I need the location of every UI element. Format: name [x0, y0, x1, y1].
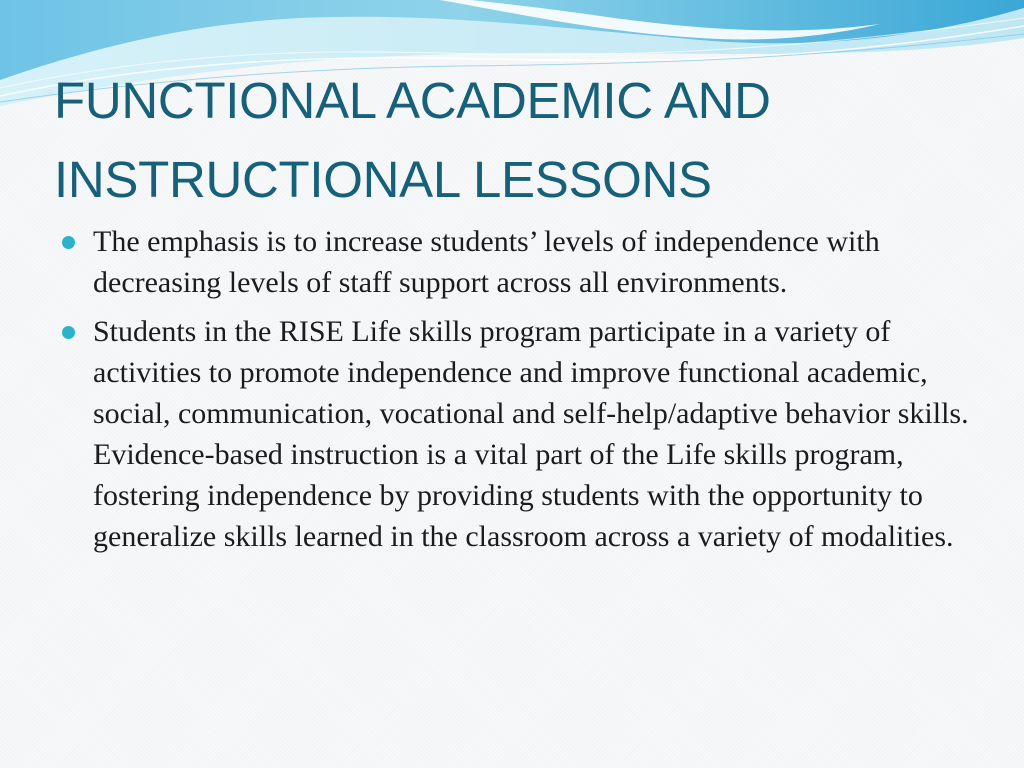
bullet-dot-icon [62, 236, 75, 249]
title-line-1: FUNCTIONAL ACADEMIC AND [54, 72, 771, 129]
bullet-text: Students in the RISE Life skills program participate in a variety of activities to promote independence and improve functional academic, social, communication, vocational and self-help/adaptive behavior skills. Evidence-based instruction is a vital part of the Life skills program, fostering independence by providing students with the opportunity to generalize skills learned in the classroom across a variety of modalities. [93, 315, 969, 553]
bullet-item [62, 311, 982, 557]
bullet-list [62, 221, 982, 565]
bullet-text: The emphasis is to increase students’ levels of independence with decreasing levels of staff support across all environments. [93, 225, 880, 299]
bullet-dot-icon [62, 326, 75, 339]
title-line-2: INSTRUCTIONAL LESSONS [54, 150, 712, 208]
page-title [54, 62, 984, 219]
bullet-item [62, 221, 982, 303]
